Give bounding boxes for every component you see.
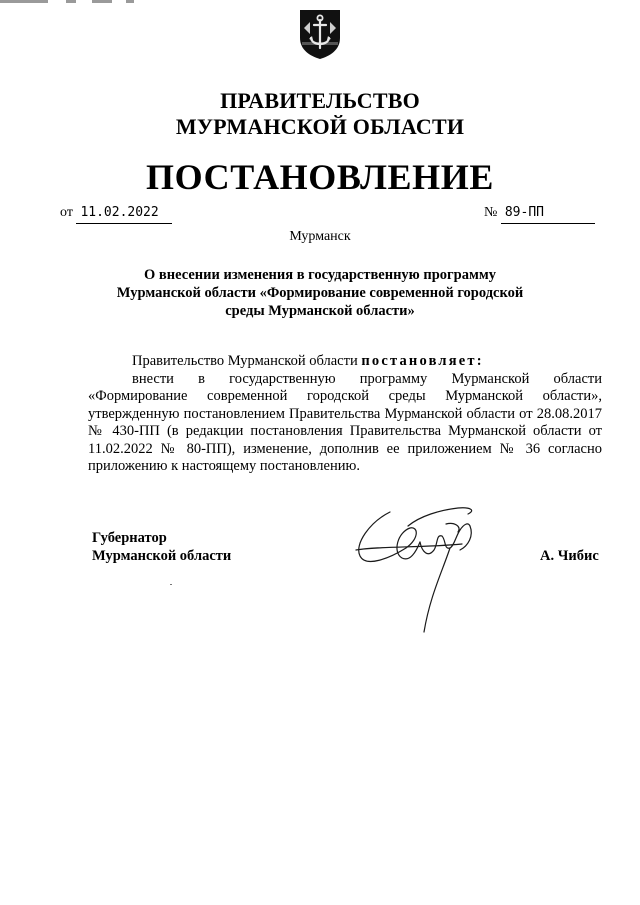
intro-text: Правительство Мурманской области	[132, 353, 362, 369]
document-body	[88, 353, 602, 476]
document-type-heading: ПОСТАНОВЛЕНИЕ	[146, 157, 494, 197]
number-value: 89-ПП	[501, 203, 595, 224]
signer-title	[92, 529, 231, 565]
number-label: №	[484, 205, 498, 220]
date-label: от	[60, 205, 73, 220]
body-intro	[88, 353, 602, 371]
document-number	[484, 203, 595, 224]
signer-name: А. Чибис	[540, 548, 599, 564]
date-value: 11.02.2022	[76, 203, 172, 224]
government-title-line-1: ПРАВИТЕЛЬСТВО	[220, 88, 420, 113]
scan-dot	[170, 584, 172, 585]
intro-emphasis: постановляет:	[361, 353, 484, 369]
document-subject	[110, 266, 530, 320]
document-date	[60, 203, 172, 224]
signer-title-line-1: Губернатор	[92, 530, 167, 546]
signature-icon	[350, 492, 500, 642]
city-name: Мурманск	[289, 229, 351, 244]
signer-title-line-2: Мурманской области	[92, 548, 232, 564]
coat-of-arms-icon	[298, 8, 342, 60]
scan-artifact	[0, 0, 140, 6]
government-title	[0, 88, 640, 140]
government-title-line-2: МУРМАНСКОЙ ОБЛАСТИ	[175, 114, 465, 139]
body-paragraph: внести в государственную программу Мурманской области «Формирование современной городской среды Мурманской области», утвержденную постановлением Правительства Мурманской области от 28.08.2017 № 430-ПП (в редакции постановления Правительства Мурманской области от 11.02.2022 № 80-ПП), изменение, дополнив ее приложением № 36 согласно приложению к настоящему постановлению.	[88, 370, 602, 474]
subject-line-3: среды Мурманской области»	[225, 303, 415, 319]
subject-line-1: О внесении изменения в государственную программу	[144, 267, 496, 283]
subject-line-2: Мурманской области «Формирование современной городской	[116, 285, 524, 301]
